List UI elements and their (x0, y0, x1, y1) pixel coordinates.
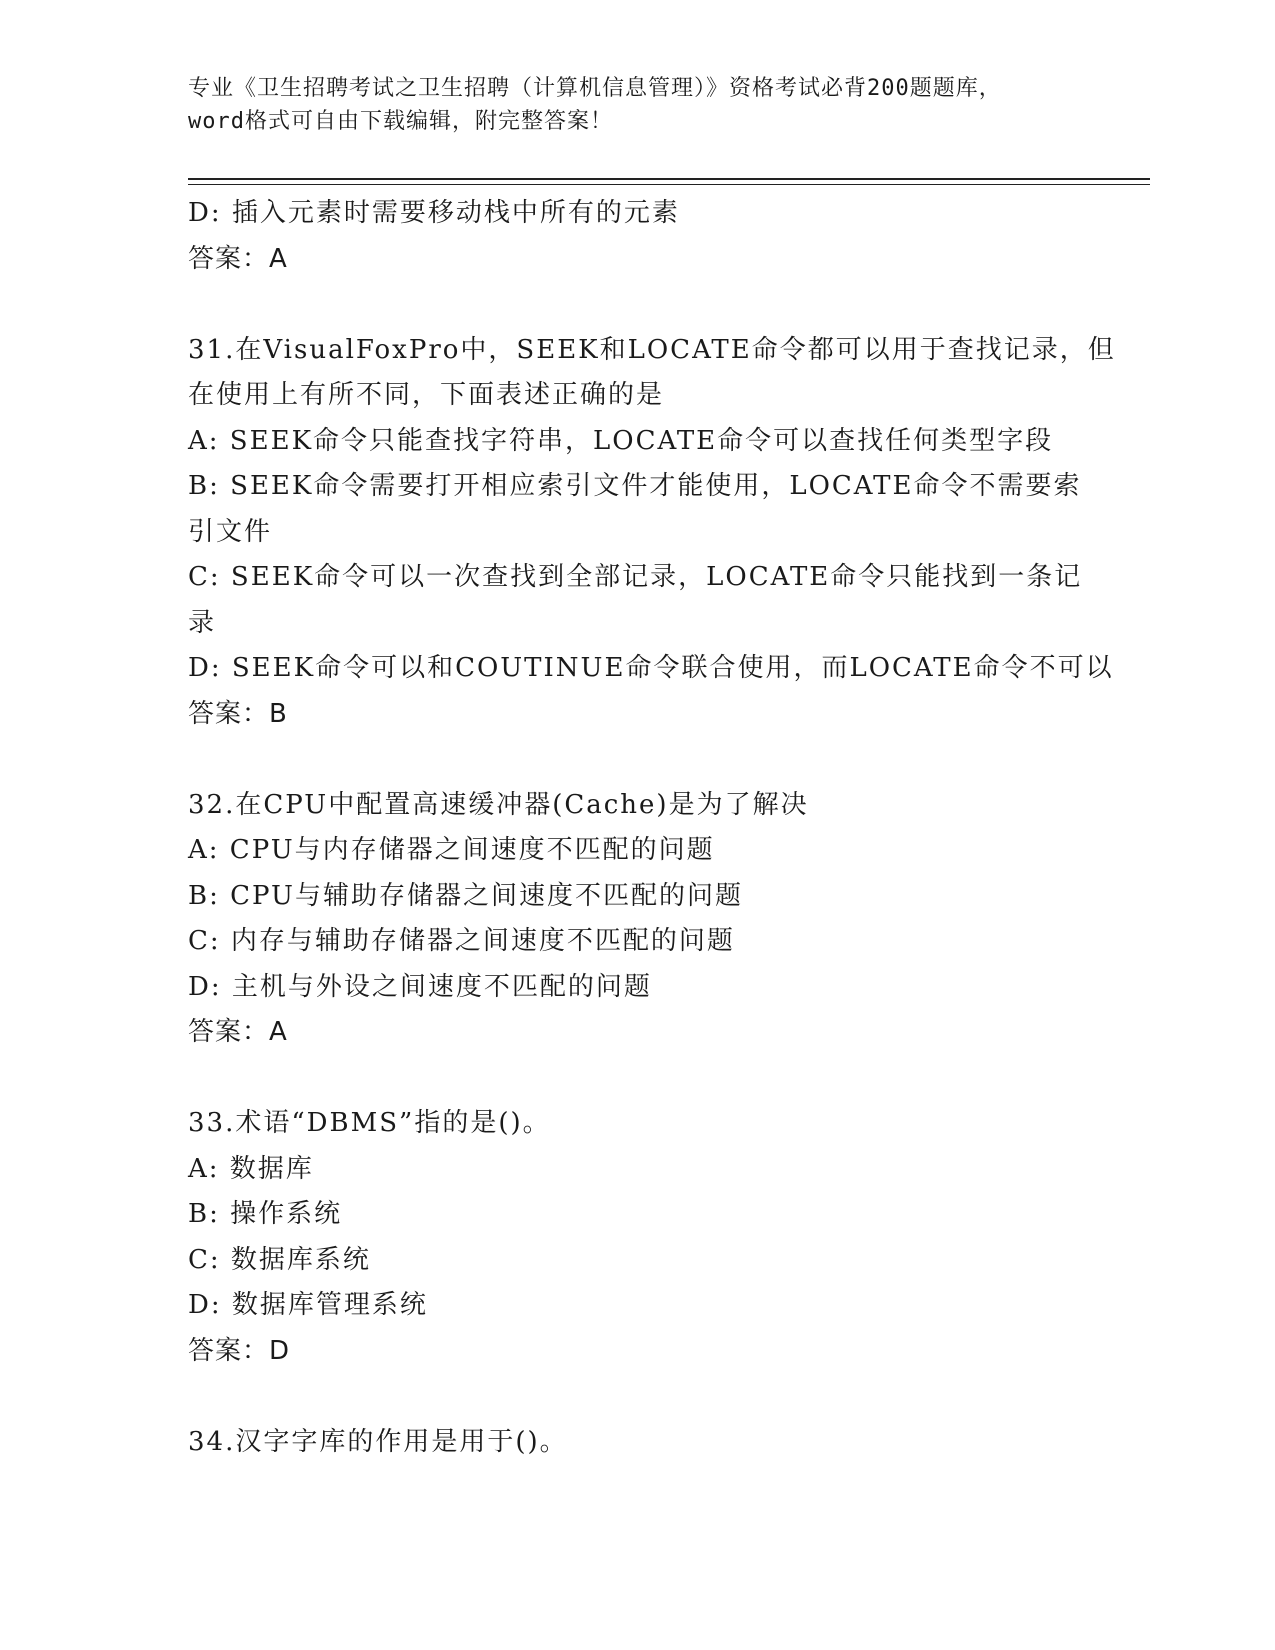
question-text: 34.汉字字库的作用是用于()。 (188, 1426, 568, 1457)
spacer (188, 737, 1088, 783)
header-line-1: 专业《卫生招聘考试之卫生招聘（计算机信息管理）》资格考试必背200题题库， (188, 76, 1002, 101)
spacer (188, 282, 1088, 328)
answer: 答案：D (188, 1335, 291, 1366)
option-c: C: 内存与辅助存储器之间速度不匹配的问题 (188, 926, 735, 956)
header-divider-thick (188, 178, 1150, 180)
option-c-cont: 录 (188, 607, 217, 638)
option-c: C: SEEK命令可以一次查找到全部记录，LOCATE命令只能找到一条记 (188, 562, 1083, 592)
option-b: B: 操作系统 (188, 1199, 343, 1229)
option-b: B: CPU与辅助存储器之间速度不匹配的问题 (188, 880, 743, 911)
option-a: A: SEEK命令只能查找字符串，LOCATE命令可以查找任何类型字段 (188, 425, 1054, 456)
answer: 答案：B (188, 698, 288, 729)
option-a: A: CPU与内存储器之间速度不匹配的问题 (188, 835, 715, 865)
prev-option-d: D: 插入元素时需要移动栈中所有的元素 (188, 198, 680, 228)
option-d: D: 主机与外设之间速度不匹配的问题 (188, 971, 652, 1002)
option-d: D: SEEK命令可以和COUTINUE命令联合使用，而LOCATE命令不可以 (188, 653, 1114, 683)
question-text-cont: 在使用上有所不同，下面表述正确的是 (188, 380, 665, 410)
spacer (188, 1374, 1088, 1420)
header-divider-thin (188, 184, 1150, 185)
question-text: 32.在CPU中配置高速缓冲器(Cache)是为了解决 (188, 789, 809, 820)
question-32 (188, 783, 1088, 1056)
option-b-cont: 引文件 (188, 516, 273, 547)
question-31 (188, 328, 1116, 738)
spacer (188, 1056, 1088, 1102)
option-c: C: 数据库系统 (188, 1244, 371, 1275)
question-33 (188, 1101, 1088, 1374)
question-34 (188, 1420, 1088, 1466)
option-a: A: 数据库 (188, 1153, 314, 1184)
question-list (188, 191, 1116, 1465)
question-text: 31.在VisualFoxPro中，SEEK和LOCATE命令都可以用于查找记录，但 (188, 334, 1116, 365)
option-b: B: SEEK命令需要打开相应索引文件才能使用，LOCATE命令不需要索 (188, 471, 1082, 501)
document-header (188, 72, 1088, 138)
question-text: 33.术语“DBMS”指的是()。 (188, 1108, 551, 1138)
header-line-2: word格式可自由下载编辑，附完整答案！ (188, 109, 613, 134)
option-d: D: 数据库管理系统 (188, 1290, 428, 1320)
answer: 答案：A (188, 1017, 288, 1047)
prev-answer: 答案：A (188, 243, 288, 274)
